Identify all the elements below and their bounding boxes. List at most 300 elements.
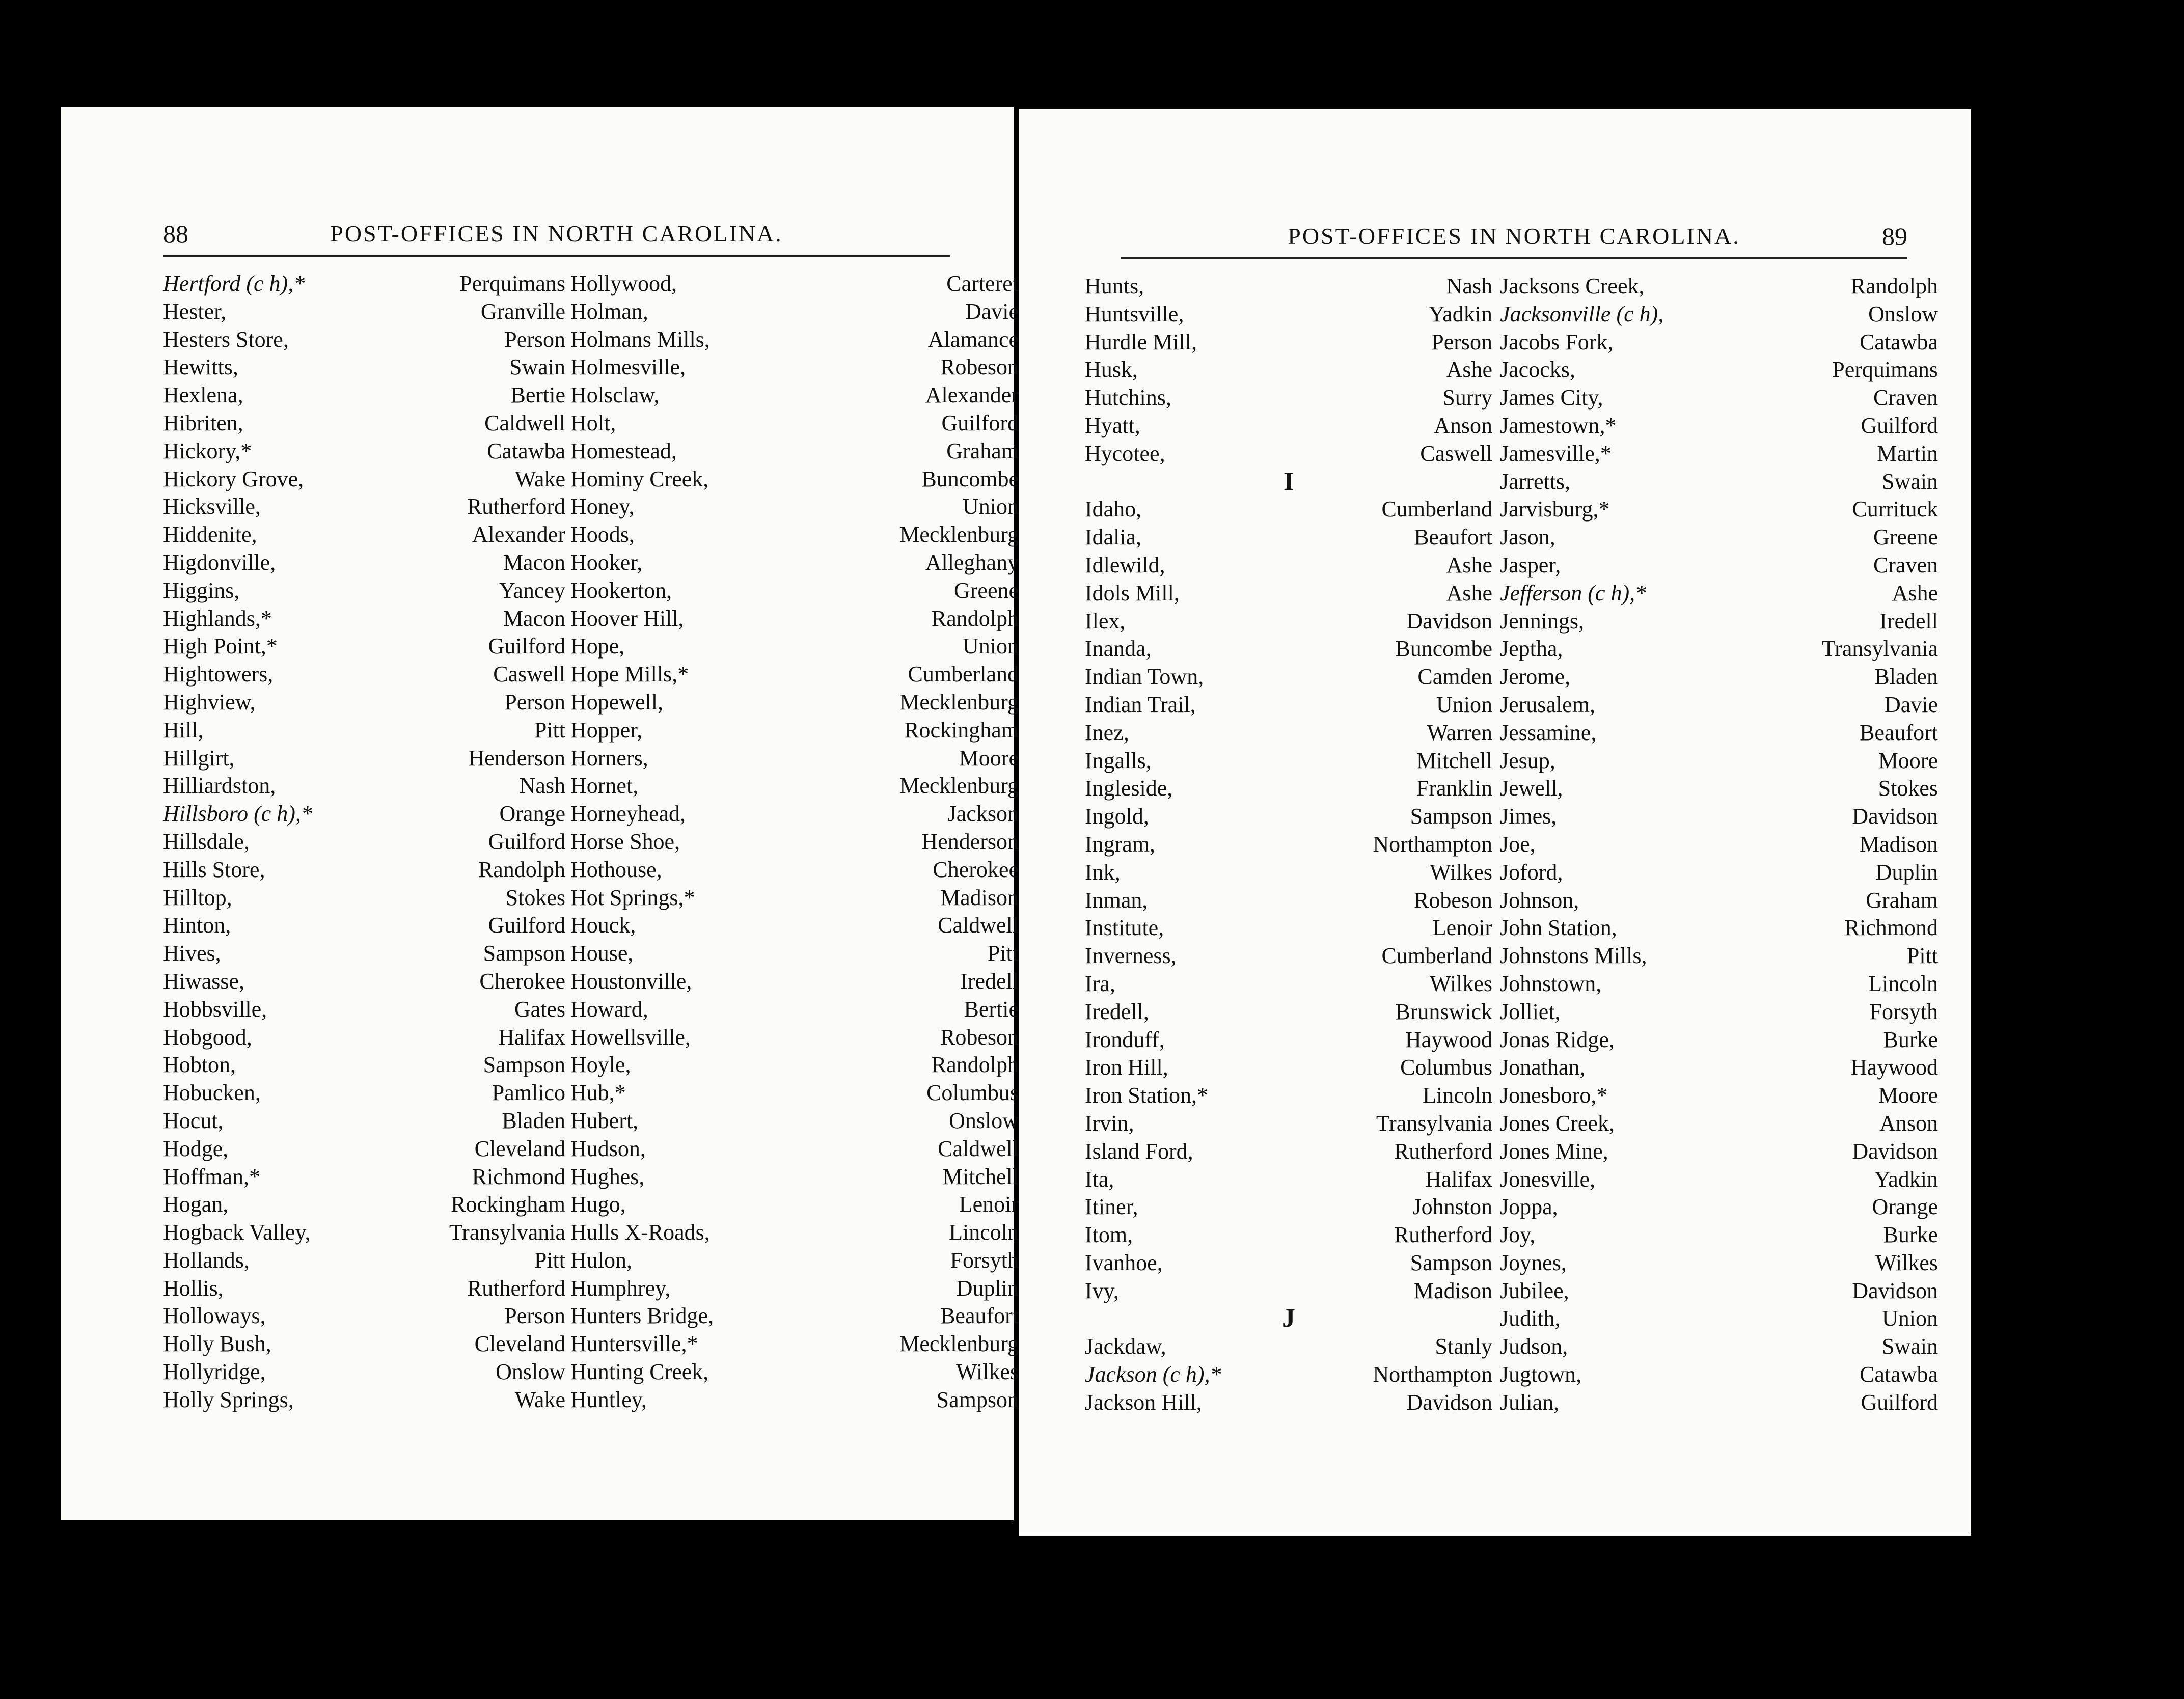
- entry-row: [163, 912, 565, 940]
- entry-row: [570, 856, 1019, 884]
- county-name: Yancey: [499, 578, 565, 603]
- county-name: Caswell: [1420, 441, 1492, 466]
- post-office-name: Hughes,: [570, 1164, 645, 1189]
- entry-row: [570, 437, 1019, 465]
- county-name: Alleghany: [925, 550, 1019, 575]
- post-office-name: Hope Mills,*: [570, 662, 689, 687]
- entry-row: [163, 1163, 565, 1191]
- entry-row: [163, 689, 565, 717]
- post-office-name: Idols Mill,: [1085, 580, 1180, 606]
- entry-row: [1500, 775, 1938, 803]
- county-name: Transylvania: [449, 1220, 565, 1245]
- post-office-name: Holmans Mills,: [570, 326, 710, 352]
- entry-row: [570, 968, 1019, 996]
- post-office-name: Irvin,: [1085, 1110, 1134, 1136]
- entry-row: [1500, 970, 1938, 998]
- county-name: Burke: [1883, 1027, 1938, 1052]
- entry-row: [163, 940, 565, 968]
- county-name: Burke: [1883, 1222, 1938, 1248]
- entry-row: [1085, 691, 1492, 719]
- post-office-name: Ingram,: [1085, 831, 1156, 857]
- county-name: Richmond: [472, 1164, 565, 1189]
- entry-row: [1085, 914, 1492, 942]
- entry-row: [570, 940, 1019, 968]
- entry-row: [1500, 803, 1938, 831]
- post-office-name: Houstonville,: [570, 968, 692, 994]
- county-name: Orange: [1872, 1194, 1938, 1220]
- entry-row: [1500, 887, 1938, 915]
- post-office-name: Ingold,: [1085, 804, 1149, 829]
- entry-row: [1085, 635, 1492, 663]
- post-office-name: Itom,: [1085, 1222, 1133, 1248]
- county-name: Swain: [509, 354, 565, 380]
- post-office-name: Joppa,: [1500, 1194, 1558, 1220]
- county-name: Northampton: [1373, 831, 1492, 857]
- entry-row: [1085, 524, 1492, 552]
- entry-row: [1500, 1361, 1938, 1389]
- county-name: Davidson: [1852, 1278, 1938, 1303]
- entry-row: [163, 633, 565, 661]
- entry-row: [163, 1386, 565, 1414]
- post-office-name: Higdonville,: [163, 550, 276, 575]
- county-name: Person: [504, 1303, 565, 1329]
- entry-row: [570, 1358, 1019, 1386]
- post-office-name: Inez,: [1085, 720, 1129, 745]
- post-office-name: Joford,: [1500, 859, 1563, 885]
- entry-row: [163, 298, 565, 326]
- post-office-name: Horners,: [570, 745, 648, 771]
- entry-row: [163, 1135, 565, 1163]
- entry-row: [1085, 747, 1492, 775]
- county-name: Guilford: [488, 634, 565, 659]
- entry-row: [570, 1107, 1019, 1135]
- county-name: Craven: [1873, 385, 1938, 410]
- county-name: Union: [1882, 1306, 1938, 1331]
- entry-row: [1085, 1221, 1492, 1249]
- entry-row: [570, 1219, 1019, 1247]
- post-office-name: Hiddenite,: [163, 522, 257, 547]
- post-office-name: Jones Creek,: [1500, 1110, 1615, 1136]
- post-office-name: Holloways,: [163, 1303, 266, 1329]
- county-name: Wake: [514, 1387, 565, 1412]
- post-office-name: Hornet,: [570, 773, 639, 799]
- post-office-name: Hudson,: [570, 1136, 646, 1161]
- post-office-name: Iredell,: [1085, 999, 1149, 1024]
- county-name: Camden: [1417, 664, 1492, 690]
- entry-row: [570, 465, 1019, 494]
- entry-row: [163, 605, 565, 633]
- entry-row: [163, 1107, 565, 1135]
- county-name: Union: [963, 634, 1019, 659]
- post-office-name: Hooker,: [570, 550, 643, 575]
- county-name: Stokes: [505, 885, 565, 910]
- county-name: Pitt: [1906, 943, 1938, 969]
- entry-row: [163, 326, 565, 354]
- county-name: Union: [963, 494, 1019, 519]
- county-name: Cleveland: [474, 1331, 565, 1357]
- post-office-name: Hilltop,: [163, 885, 232, 910]
- entry-row: [570, 884, 1019, 912]
- entry-row: [1500, 1305, 1938, 1333]
- post-office-name: Johnstown,: [1500, 971, 1602, 996]
- post-office-name: Hesters Store,: [163, 326, 289, 352]
- county-name: Davie: [1884, 692, 1938, 717]
- post-office-name: Holly Springs,: [163, 1387, 294, 1412]
- county-name: Caswell: [493, 662, 565, 687]
- entry-row: [1500, 356, 1938, 384]
- entry-row: [1085, 663, 1492, 691]
- post-office-name: Jennings,: [1500, 608, 1584, 634]
- entry-row: [1500, 272, 1938, 300]
- post-office-name: Hopewell,: [570, 689, 664, 715]
- entry-row: [1500, 1333, 1938, 1361]
- county-name: Moore: [959, 745, 1019, 771]
- entry-row: [163, 270, 565, 298]
- post-office-name: Hobgood,: [163, 1024, 252, 1050]
- county-name: Wake: [514, 466, 565, 491]
- county-name: Cumberland: [908, 662, 1019, 687]
- post-office-name: Hookerton,: [570, 578, 672, 603]
- entry-row: [1085, 1249, 1492, 1277]
- county-name: Swain: [1882, 469, 1938, 494]
- post-office-name: Idalia,: [1085, 525, 1142, 550]
- post-office-name: Hibriten,: [163, 410, 243, 435]
- entry-row: [1085, 803, 1492, 831]
- post-office-name: Jonesville,: [1500, 1166, 1595, 1192]
- post-office-name: Judith,: [1500, 1306, 1561, 1331]
- county-name: Brunswick: [1395, 999, 1492, 1024]
- entry-row: [1500, 942, 1938, 970]
- county-name: Robeson: [1414, 887, 1492, 913]
- post-office-name: Hester,: [163, 298, 227, 324]
- post-office-name: Ironduff,: [1085, 1027, 1165, 1052]
- entry-row: [163, 1079, 565, 1107]
- page-number: 88: [163, 220, 188, 248]
- post-office-name: Hogback Valley,: [163, 1220, 311, 1245]
- post-office-name: Jacocks,: [1500, 357, 1575, 382]
- post-office-name: Inverness,: [1085, 943, 1177, 969]
- entry-row: [1500, 1138, 1938, 1166]
- post-office-name: Jefferson (c h),*: [1500, 580, 1647, 606]
- entry-row: [163, 577, 565, 605]
- county-name: Lincoln: [949, 1220, 1019, 1245]
- post-office-name: Hobbsville,: [163, 996, 267, 1022]
- post-office-name: Holsclaw,: [570, 382, 660, 408]
- entry-row: [1500, 1221, 1938, 1249]
- post-office-name: Hunters Bridge,: [570, 1303, 714, 1329]
- post-office-name: Jesup,: [1500, 748, 1555, 773]
- entry-row: [1085, 580, 1492, 608]
- post-office-name: Hollyridge,: [163, 1359, 266, 1385]
- post-office-name: Jugtown,: [1500, 1362, 1582, 1387]
- county-name: Person: [504, 326, 565, 352]
- county-name: Rockingham: [904, 717, 1019, 743]
- post-office-name: Jackdaw,: [1085, 1334, 1166, 1359]
- county-name: Alamance: [927, 326, 1019, 352]
- post-office-name: James City,: [1500, 385, 1603, 410]
- post-office-name: Hillgirt,: [163, 745, 235, 771]
- county-name: Guilford: [1861, 1389, 1938, 1415]
- post-office-name: Johnstons Mills,: [1500, 943, 1647, 969]
- entry-row: [163, 1191, 565, 1219]
- entry-row: [1500, 1110, 1938, 1138]
- post-office-name: Ita,: [1085, 1166, 1114, 1192]
- entry-column: [1085, 272, 1492, 1417]
- entry-row: [570, 298, 1019, 326]
- county-name: Pitt: [534, 1247, 565, 1273]
- post-office-name: Hulls X-Roads,: [570, 1220, 710, 1245]
- entry-row: [163, 521, 565, 549]
- post-office-name: Jewell,: [1500, 776, 1563, 801]
- county-name: Guilford: [488, 913, 565, 938]
- entry-row: [1500, 328, 1938, 357]
- county-name: Duplin: [1875, 859, 1938, 885]
- entry-row: [163, 437, 565, 465]
- post-office-name: Hexlena,: [163, 382, 243, 408]
- county-name: Davidson: [1852, 804, 1938, 829]
- post-office-name: Institute,: [1085, 915, 1164, 941]
- post-office-name: Jolliet,: [1500, 999, 1561, 1024]
- county-name: Randolph: [931, 1052, 1019, 1078]
- post-office-name: Hilliardston,: [163, 773, 276, 799]
- county-name: Alexander: [472, 522, 565, 547]
- post-office-name: Hewitts,: [163, 354, 238, 380]
- entry-row: [1085, 1138, 1492, 1166]
- entry-row: [1085, 1026, 1492, 1054]
- county-name: Macon: [503, 550, 565, 575]
- entry-row: [570, 1330, 1019, 1358]
- county-name: Halifax: [1425, 1166, 1492, 1192]
- post-office-name: Hodge,: [163, 1136, 229, 1161]
- post-office-name: Jubilee,: [1500, 1278, 1569, 1303]
- county-name: Graham: [946, 438, 1019, 463]
- entry-row: [570, 1051, 1019, 1079]
- entry-row: [570, 717, 1019, 745]
- county-name: Rutherford: [1394, 1222, 1492, 1248]
- post-office-name: Hillsboro (c h),*: [163, 801, 312, 827]
- post-office-name: Joe,: [1500, 831, 1536, 857]
- county-name: Pitt: [987, 941, 1019, 966]
- county-name: Rockingham: [451, 1192, 565, 1217]
- entry-row: [163, 493, 565, 521]
- county-name: Moore: [1878, 1083, 1938, 1108]
- county-name: Rutherford: [467, 1275, 565, 1301]
- post-office-name: House,: [570, 941, 634, 966]
- post-office-name: Highlands,*: [163, 606, 272, 631]
- county-name: Guilford: [1861, 413, 1938, 438]
- post-office-name: Hives,: [163, 941, 221, 966]
- county-name: Lincoln: [1423, 1083, 1492, 1108]
- post-office-name: Hill,: [163, 717, 204, 743]
- county-name: Catawba: [487, 438, 565, 463]
- entry-row: [1085, 272, 1492, 300]
- county-name: Beaufort: [940, 1303, 1019, 1329]
- entry-row: [1500, 831, 1938, 859]
- county-name: Carteret: [946, 271, 1019, 296]
- county-name: Sampson: [1410, 1250, 1492, 1275]
- county-name: Perquimans: [1832, 357, 1938, 382]
- post-office-name: Hycotee,: [1085, 441, 1165, 466]
- county-name: Davidson: [1406, 1389, 1492, 1415]
- page-header: [1121, 216, 1907, 259]
- entry-column: [163, 270, 565, 1414]
- post-office-name: Hothouse,: [570, 857, 662, 882]
- post-office-name: Joy,: [1500, 1222, 1536, 1248]
- post-office-name: Hollis,: [163, 1275, 224, 1301]
- entry-row: [570, 661, 1019, 689]
- post-office-name: Humphrey,: [570, 1275, 671, 1301]
- entry-row: [163, 409, 565, 437]
- post-office-name: Homestead,: [570, 438, 677, 463]
- entry-row: [163, 465, 565, 494]
- post-office-name: Honey,: [570, 494, 635, 519]
- county-name: Mecklenburg: [899, 1331, 1019, 1357]
- county-name: Madison: [1414, 1278, 1492, 1303]
- county-name: Wilkes: [1430, 971, 1492, 996]
- post-office-name: Huntersville,*: [570, 1331, 698, 1357]
- entry-row: [1085, 412, 1492, 440]
- post-office-name: Ira,: [1085, 971, 1115, 996]
- page-title: POST-OFFICES IN NORTH CAROLINA.: [1288, 223, 1740, 249]
- county-name: Haywood: [1405, 1027, 1492, 1052]
- county-name: Orange: [499, 801, 565, 827]
- county-name: Greene: [953, 578, 1019, 603]
- post-office-name: Iron Station,*: [1085, 1083, 1208, 1108]
- county-name: Mitchell: [1416, 748, 1492, 773]
- entry-row: [1085, 1277, 1492, 1305]
- post-office-name: Jonesboro,*: [1500, 1083, 1608, 1108]
- entry-row: [570, 381, 1019, 409]
- county-name: Forsyth: [1869, 999, 1938, 1024]
- county-name: Duplin: [956, 1275, 1019, 1301]
- post-office-name: Hertford (c h),*: [163, 271, 305, 296]
- post-office-name: Holt,: [570, 410, 616, 435]
- post-office-name: Hunts,: [1085, 273, 1144, 298]
- entry-row: [570, 1302, 1019, 1330]
- page-number: 89: [1882, 222, 1907, 251]
- post-office-name: Huntley,: [570, 1387, 647, 1412]
- entry-row: [163, 800, 565, 828]
- entry-row: [1500, 1082, 1938, 1110]
- entry-row: [570, 1247, 1019, 1275]
- post-office-name: Ivanhoe,: [1085, 1250, 1163, 1275]
- post-office-name: Hub,*: [570, 1080, 626, 1106]
- county-name: Cumberland: [1381, 943, 1492, 969]
- post-office-name: Ilex,: [1085, 608, 1126, 634]
- post-office-name: Holman,: [570, 298, 648, 324]
- entry-row: [570, 689, 1019, 717]
- post-office-name: Hot Springs,*: [570, 885, 695, 910]
- post-office-name: Indian Town,: [1085, 664, 1204, 690]
- entry-row: [1085, 970, 1492, 998]
- entry-row: [570, 633, 1019, 661]
- entry-row: [1085, 1333, 1492, 1361]
- county-name: Randolph: [478, 857, 565, 882]
- post-office-name: Jackson Hill,: [1085, 1389, 1202, 1415]
- entry-row: [163, 996, 565, 1024]
- post-office-name: Jerusalem,: [1500, 692, 1595, 717]
- county-name: Rutherford: [1394, 1138, 1492, 1164]
- county-name: Transylvania: [1821, 636, 1938, 662]
- county-name: Bladen: [1874, 664, 1938, 690]
- entry-row: [1500, 300, 1938, 328]
- entry-row: [570, 493, 1019, 521]
- county-name: Robeson: [940, 354, 1019, 380]
- post-office-name: Ink,: [1085, 859, 1121, 885]
- county-name: Alexander: [925, 382, 1019, 408]
- county-name: Swain: [1882, 1334, 1938, 1359]
- entry-row: [1085, 1110, 1492, 1138]
- post-office-name: Hogan,: [163, 1192, 229, 1217]
- entry-row: [163, 1330, 565, 1358]
- post-office-name: Inanda,: [1085, 636, 1152, 662]
- entry-row: [1085, 440, 1492, 468]
- post-office-name: Holmesville,: [570, 354, 686, 380]
- post-office-name: Hunting Creek,: [570, 1359, 709, 1385]
- page-title: POST-OFFICES IN NORTH CAROLINA.: [330, 221, 783, 246]
- post-office-name: Itiner,: [1085, 1194, 1138, 1220]
- county-name: Sampson: [936, 1387, 1019, 1412]
- county-name: Person: [1431, 329, 1492, 354]
- entry-row: [1500, 747, 1938, 775]
- entry-row: [163, 828, 565, 856]
- entry-row: [163, 884, 565, 912]
- county-name: Columbus: [926, 1080, 1019, 1106]
- page-header: [163, 214, 950, 257]
- entry-row: [1085, 1193, 1492, 1221]
- post-office-name: Hubert,: [570, 1108, 639, 1133]
- county-name: Forsyth: [950, 1247, 1019, 1273]
- entry-row: [1085, 775, 1492, 803]
- county-name: Wilkes: [956, 1359, 1019, 1385]
- post-office-name: Jarretts,: [1500, 469, 1571, 494]
- county-name: Caldwell: [484, 410, 565, 435]
- entry-row: [1500, 384, 1938, 412]
- post-office-name: Jackson (c h),*: [1085, 1362, 1221, 1387]
- entry-row: [163, 353, 565, 381]
- post-office-name: Hugo,: [570, 1192, 626, 1217]
- county-name: Cherokee: [933, 857, 1019, 882]
- county-name: Ashe: [1446, 357, 1492, 382]
- entry-row: [1085, 719, 1492, 747]
- county-name: Iredell: [1879, 608, 1938, 634]
- entry-row: [163, 1051, 565, 1079]
- entry-row: [1500, 914, 1938, 942]
- entry-row: [570, 270, 1019, 298]
- county-name: Buncombe: [921, 466, 1019, 491]
- entry-row: [163, 1275, 565, 1303]
- left-page: [61, 107, 1019, 1520]
- county-name: Wilkes: [1875, 1250, 1938, 1275]
- post-office-name: Joynes,: [1500, 1250, 1567, 1275]
- entry-row: [1500, 1026, 1938, 1054]
- post-office-name: Idaho,: [1085, 497, 1142, 522]
- entry-column: [570, 270, 1019, 1414]
- county-name: Randolph: [1850, 273, 1938, 298]
- county-name: Franklin: [1416, 776, 1492, 801]
- entry-row: [570, 1275, 1019, 1303]
- post-office-name: Hoyle,: [570, 1052, 631, 1078]
- entry-row: [1085, 300, 1492, 328]
- entry-row: [163, 856, 565, 884]
- post-office-name: Jimes,: [1500, 804, 1557, 829]
- entry-row: [1500, 1389, 1938, 1417]
- county-name: Mecklenburg: [899, 689, 1019, 715]
- county-name: Randolph: [931, 606, 1019, 631]
- county-name: Mecklenburg: [899, 773, 1019, 799]
- county-name: Henderson: [921, 829, 1019, 854]
- post-office-name: Hollywood,: [570, 271, 677, 296]
